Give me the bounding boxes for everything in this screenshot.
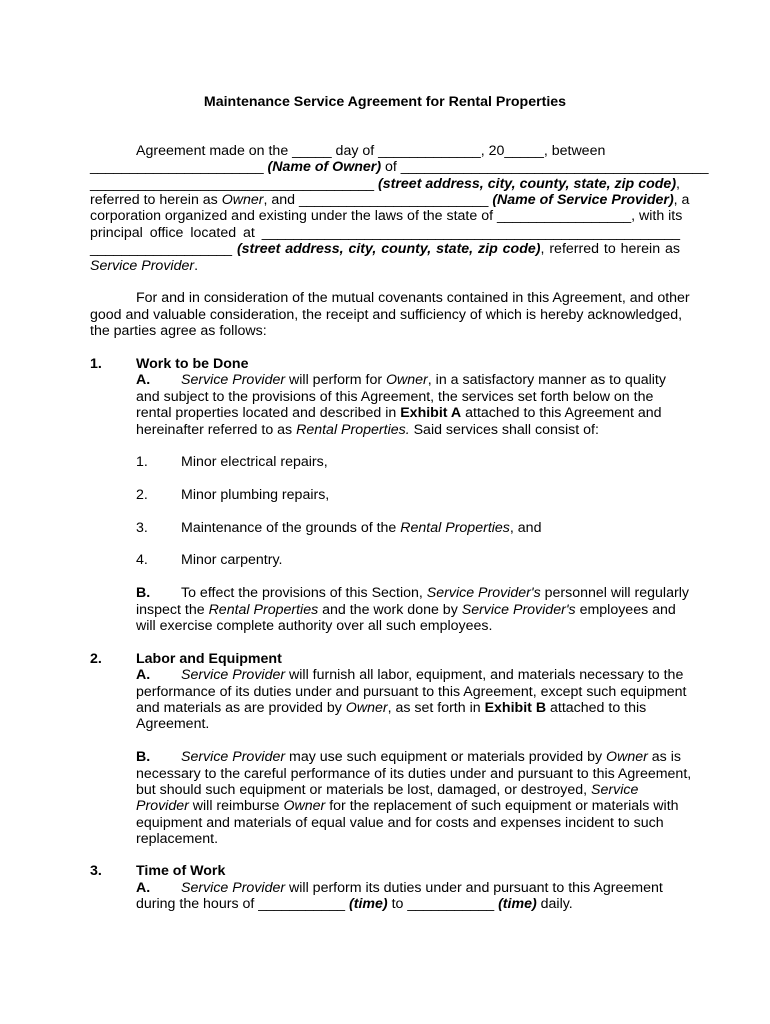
list-item-number: 4. <box>136 552 148 568</box>
parties-line-6: principal office located at _____________________________________________________ <box>90 225 680 241</box>
list-item-text: Minor electrical repairs, <box>181 454 328 470</box>
section-2a-line-2: performance of its duties under and pursuant to this Agreement, except such equipment <box>136 684 687 700</box>
section-1b-line-1: To effect the provisions of this Section, Service Provider's personnel will regularly <box>181 585 689 601</box>
list-item-number: 3. <box>136 520 148 536</box>
section-2-number: 2. <box>90 651 102 667</box>
section-1a-line-2: and subject to the provisions of this Agreement, the services set forth below on the <box>136 389 654 405</box>
section-3a-line-1: Service Provider will perform its duties under and pursuant to this Agreement <box>181 880 663 896</box>
section-2a-line-4: Agreement. <box>136 716 210 732</box>
list-item-number: 2. <box>136 487 148 503</box>
section-3-number: 3. <box>90 863 102 879</box>
section-1a-line-4: hereinafter referred to as Rental Properties. Said services shall consist of: <box>136 422 599 438</box>
section-1a-line-1: Service Provider will perform for Owner, in a satisfactory manner as to quality <box>181 372 666 388</box>
section-1b-line-2: inspect the Rental Properties and the work done by Service Provider's employees and <box>136 602 676 618</box>
document-title: Maintenance Service Agreement for Rental Properties <box>203 94 567 110</box>
section-2b-line-2: necessary to the careful performance of its duties under and pursuant to this Agreement, <box>136 766 692 782</box>
section-2b-line-1: Service Provider may use such equipment or materials provided by Owner as is <box>181 749 681 765</box>
list-item-text: Minor carpentry. <box>181 552 283 568</box>
list-item-number: 1. <box>136 454 148 470</box>
section-1b-label: B. <box>136 585 151 601</box>
section-2a-label: A. <box>136 667 151 683</box>
section-2b-line-4: Provider will reimburse Owner for the replacement of such equipment or materials with <box>136 798 679 814</box>
section-1a-line-3: rental properties located and described in Exhibit A attached to this Agreement and <box>136 405 662 421</box>
list-item-text: Maintenance of the grounds of the Rental Properties, and <box>181 520 542 536</box>
section-1-heading: Work to be Done <box>136 356 249 372</box>
section-2a-line-3: and materials as are provided by Owner, as set forth in Exhibit B attached to this <box>136 700 647 716</box>
parties-line-3: ____________________________________ (street address, city, county, state, zip code), <box>90 176 680 192</box>
section-2b-line-3: but should such equipment or materials be lost, damaged, or destroyed, Service <box>136 782 639 798</box>
parties-line-2: ______________________ (Name of Owner) of _______________________________________ <box>90 159 709 175</box>
section-1-number: 1. <box>90 356 102 372</box>
section-2b-line-6: replacement. <box>136 831 219 847</box>
recital-line-3: the parties agree as follows: <box>90 323 267 339</box>
recital-line-2: good and valuable consideration, the receipt and sufficiency of which is hereby acknowledged, <box>90 307 683 323</box>
section-2b-line-5: equipment and materials of equal value and for costs and expenses incident to such <box>136 815 664 831</box>
section-2b-label: B. <box>136 749 151 765</box>
section-2a-line-1: Service Provider will furnish all labor, equipment, and materials necessary to the <box>181 667 684 683</box>
parties-line-1: Agreement made on the _____ day of _____________, 20_____, between <box>136 143 606 159</box>
parties-line-8: Service Provider. <box>90 258 199 274</box>
section-2-heading: Labor and Equipment <box>136 651 282 667</box>
recital-line-1: For and in consideration of the mutual covenants contained in this Agreement, and other <box>136 290 690 306</box>
section-3a-label: A. <box>136 880 151 896</box>
parties-line-7: __________________ (street address, city, county, state, zip code), referred to herein as <box>90 241 680 257</box>
section-1b-line-3: will exercise complete authority over all such employees. <box>136 618 493 634</box>
section-3-heading: Time of Work <box>136 863 226 879</box>
list-item-text: Minor plumbing repairs, <box>181 487 330 503</box>
section-1a-label: A. <box>136 372 151 388</box>
section-3a-line-2: during the hours of ___________ (time) to ___________ (time) daily. <box>136 896 573 912</box>
parties-line-4: referred to herein as Owner, and ________________________ (Name of Service Provider), a <box>90 192 690 208</box>
parties-line-5: corporation organized and existing under the laws of the state of _________________, with its <box>90 208 683 224</box>
